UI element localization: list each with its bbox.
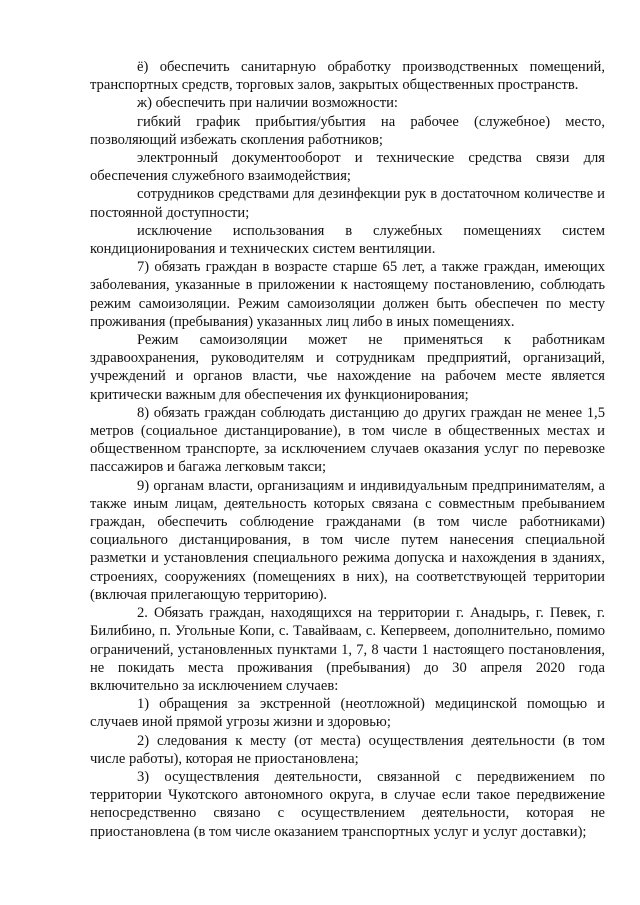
paragraph-self-isolation-exemption: Режим самоизоляции может не применяться к работникам здравоохранения, руководителям и сотрудникам предприятий, организаций, учреждений и органов власти, чье нахождение на рабочем месте является критически важным для обеспечения их функционирования; [90, 332, 605, 403]
paragraph-flexible-schedule: гибкий график прибытия/убытия на рабочее (служебное) место, позволяющий избежать скопления работников; [90, 113, 605, 148]
paragraph-item-9: 9) органам власти, организациям и индивидуальным предпринимателям, а также иным лицам, деятельность которых связана с совместным пребыванием граждан, обеспечить соблюдение гражданами (в том числе работниками) социального дистанцирования, в том числе путем нанесения специальной разметки и установления специального режима допуска и нахождения в зданиях, строениях, сооружениях (помещениях в них), на соответствующей территории (включая прилегающую территорию). [90, 477, 605, 603]
paragraph-yo-sanitation: ё) обеспечить санитарную обработку производственных помещений, транспортных средств, торговых залов, закрытых общественных пространств. [90, 59, 605, 94]
document-body [90, 58, 605, 841]
paragraph-exception-2: 2) следования к месту (от места) осуществления деятельности (в том числе работы), которая не приостановлена; [90, 732, 605, 767]
paragraph-ventilation: исключение использования в служебных помещениях систем кондиционирования и технических систем вентиляции. [90, 222, 605, 258]
paragraph-zh-intro: ж) обеспечить при наличии возможности: [137, 95, 398, 112]
paragraph-exception-1: 1) обращения за экстренной (неотложной) медицинской помощью и случаев иной прямой угрозы жизни и здоровью; [90, 696, 605, 731]
paragraph-section-2: 2. Обязать граждан, находящихся на территории г. Анадырь, г. Певек, г. Билибино, п. Угольные Копи, с. Тавайваам, с. Кепервеем, дополнительно, помимо ограничений, установленных пунктами 1, 7, 8 части 1 настоящего постановления, не покидать места проживания (пребывания) до 30 апреля 2020 года включительно за исключением случаев: [90, 605, 605, 694]
paragraph-disinfection: сотрудников средствами для дезинфекции рук в достаточном количестве и постоянной доступности; [90, 186, 605, 221]
paragraph-electronic-workflow: электронный документооборот и технические средства связи для обеспечения служебного взаимодействия; [90, 150, 605, 185]
paragraph-item-8: 8) обязать граждан соблюдать дистанцию до других граждан не менее 1,5 метров (социальное дистанцирование), в том числе в общественных местах и общественном транспорте, за исключением случаев оказания услуг по перевозке пассажиров и багажа легковым такси; [90, 404, 605, 476]
paragraph-item-7: 7) обязать граждан в возрасте старше 65 лет, а также граждан, имеющих заболевания, указанные в приложении к настоящему постановлению, соблюдать режим самоизоляции. Режим самоизоляции должен быть обеспечен по месту проживания (пребывания) указанных лиц либо в иных помещениях. [90, 259, 605, 330]
paragraph-exception-3: 3) осуществления деятельности, связанной с передвижением по территории Чукотского автономного округа, в случае если такое передвижение непосредственно связано с осуществлением деятельности, которая не приостановлена (в том числе оказанием транспортных услуг и услуг доставки); [90, 768, 605, 840]
